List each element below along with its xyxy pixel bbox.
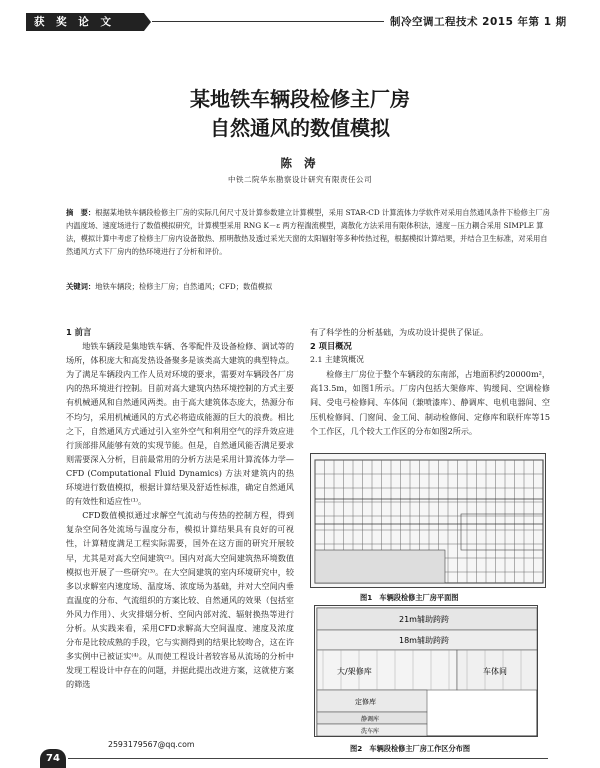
keywords (66, 280, 550, 293)
author-name: 陈 涛 (280, 156, 320, 170)
page-number: 74 (40, 749, 66, 768)
zone-label: 车体间 (483, 667, 507, 676)
affiliation: 中铁二院华东勘察设计研究有限责任公司 (228, 175, 372, 184)
right-column (310, 325, 550, 438)
zone-map-drawing (315, 606, 538, 737)
figure-1-floor-plan (310, 453, 546, 588)
figure-1-caption: 图1 车辆段检修主厂房平面图 (360, 593, 459, 602)
paragraph: 检修主厂房位于整个车辆段的东南部，占地面积约20000m²，高13.5m，如图1所示。厂房内包括大架修库、钩缓间、空调检修间、受电弓检修间、车体间（兼喷漆库）、静调库、电机电器间、空压机检修间、门窗间、金工间、制动检修间、定修库和联杆库等15个工作区，几个较大工作区的分布如图2所示。 (310, 369, 550, 436)
zone-label: 大/架修库 (337, 667, 372, 676)
section-heading-intro: 1 前言 (66, 327, 92, 337)
zone-label: 定修库 (355, 698, 376, 706)
keywords-text: 地铁车辆段；检修主厂房；自然通风；CFD；数值模拟 (95, 282, 273, 291)
abstract-text: 根据某地铁车辆段检修主厂房的实际几何尺寸及计算参数建立计算模型，采用 STAR-CD 计算流体力学软件对采用自然通风条件下检修主厂房内温度场、速度场进行了数值模拟研究，计算模型采用 RNG K－ε 两方程湍流模型，离散化方法采用有限体积法，速度－压力耦合采用 SIMPLE 算法，模拟计算中考虑了检修主厂房内设备散热、照明散热及透过采光天窗的太阳辐射等多种传热过程，根据模拟计算结果，并结合卫生标准，对采用自然通风方式下厂房内的热环境进行了分析和评价。 (66, 208, 550, 256)
figure-2-zone-map (314, 605, 538, 737)
journal-name: 制冷空调工程技术 2015 年第 1 期 (390, 16, 567, 28)
author-email: 2593179567@qq.com (108, 740, 195, 749)
abstract-label: 摘 要： (66, 208, 96, 217)
zone-label: 静调库 (361, 716, 380, 723)
paragraph: CFD数值模拟通过求解空气流动与传热的控制方程，得到复杂空间各处流场与温度分布，模拟计算结果具有良好的可视性，计算精度满足工程实际需要，国外在这方面的研究开展较早，尤其是对高大空间建筑⁽²⁾。国内对高大空间建筑热环境数值模拟也开展了一些研究⁽³⁾。在大空间建筑的室内环境研究中，较多以求解室内速度场、温度场、浓度场为基础，并对大空间内垂直温度的分布、气流组织的方案比较、自然通风的效果（包括室外风力作用）、火灾排烟分析、空间内部对流、辐射换热等进行分析。从实践来看，采用CFD求解高大空间温度、速度及浓度分布是比较成熟的手段，它与实测得到的结果比较吻合，这在许多实例中已被证实⁽⁴⁾。从而使工程设计者较容易从流场的分析中发现工程设计中存在的问题，并据此提出改进方案，这就使方案的筛选 (66, 510, 294, 690)
section-heading-overview: 2 项目概况 (310, 341, 352, 352)
section-tag: 获 奖 论 文 (26, 13, 144, 31)
header-rule (152, 21, 384, 22)
paragraph: 有了科学性的分析基础，为成功设计提供了保证。 (310, 327, 489, 337)
floor-plan-drawing (311, 454, 546, 588)
zone-label: 18m辅助跨跨 (399, 636, 449, 645)
zone-label: 洗车库 (361, 728, 380, 735)
left-column (66, 325, 294, 691)
keywords-label: 关键词： (66, 282, 96, 291)
figure-2-caption: 图2 车辆段检修主厂房工作区分布图 (350, 744, 471, 753)
paragraph: 地铁车辆段是集地铁车辆、各零配件及设备检修、调试等的场所，体积庞大和高发热设备聚多是该类高大建筑的典型特点。为了满足车辆段内工作人员对环境的要求，需要对车辆段各厂房内的热环境进行控制。目前对高大建筑内热环境控制的方式主要有机械通风和自然通风两类。由于高大建筑体态庞大，热源分布不均匀，采用机械通风的方式必将造成能源的巨大的浪费。相比之下，自然通风方式通过引入室外空气和利用空气的浮升效应进行顶部排风能够有效的实现节能。但是，自然通风能否满足要求则需要深入分析，目前最常用的分析方法是采用计算流体力学—CFD (Computational Fluid Dynamics) 方法对建筑内的热环境进行数值模拟，根据计算结果及舒适性标准，确定自然通风的有效性和适应性⁽¹⁾。 (66, 341, 294, 507)
title-line-2: 自然通风的数值模拟 (210, 116, 390, 140)
title-line-1: 某地铁车辆段检修主厂房 (190, 87, 410, 111)
footer-rule (68, 758, 548, 759)
subsection-heading: 2.1 主建筑概况 (310, 355, 364, 365)
abstract (66, 206, 550, 258)
zone-label: 21m辅助跨跨 (399, 615, 449, 624)
